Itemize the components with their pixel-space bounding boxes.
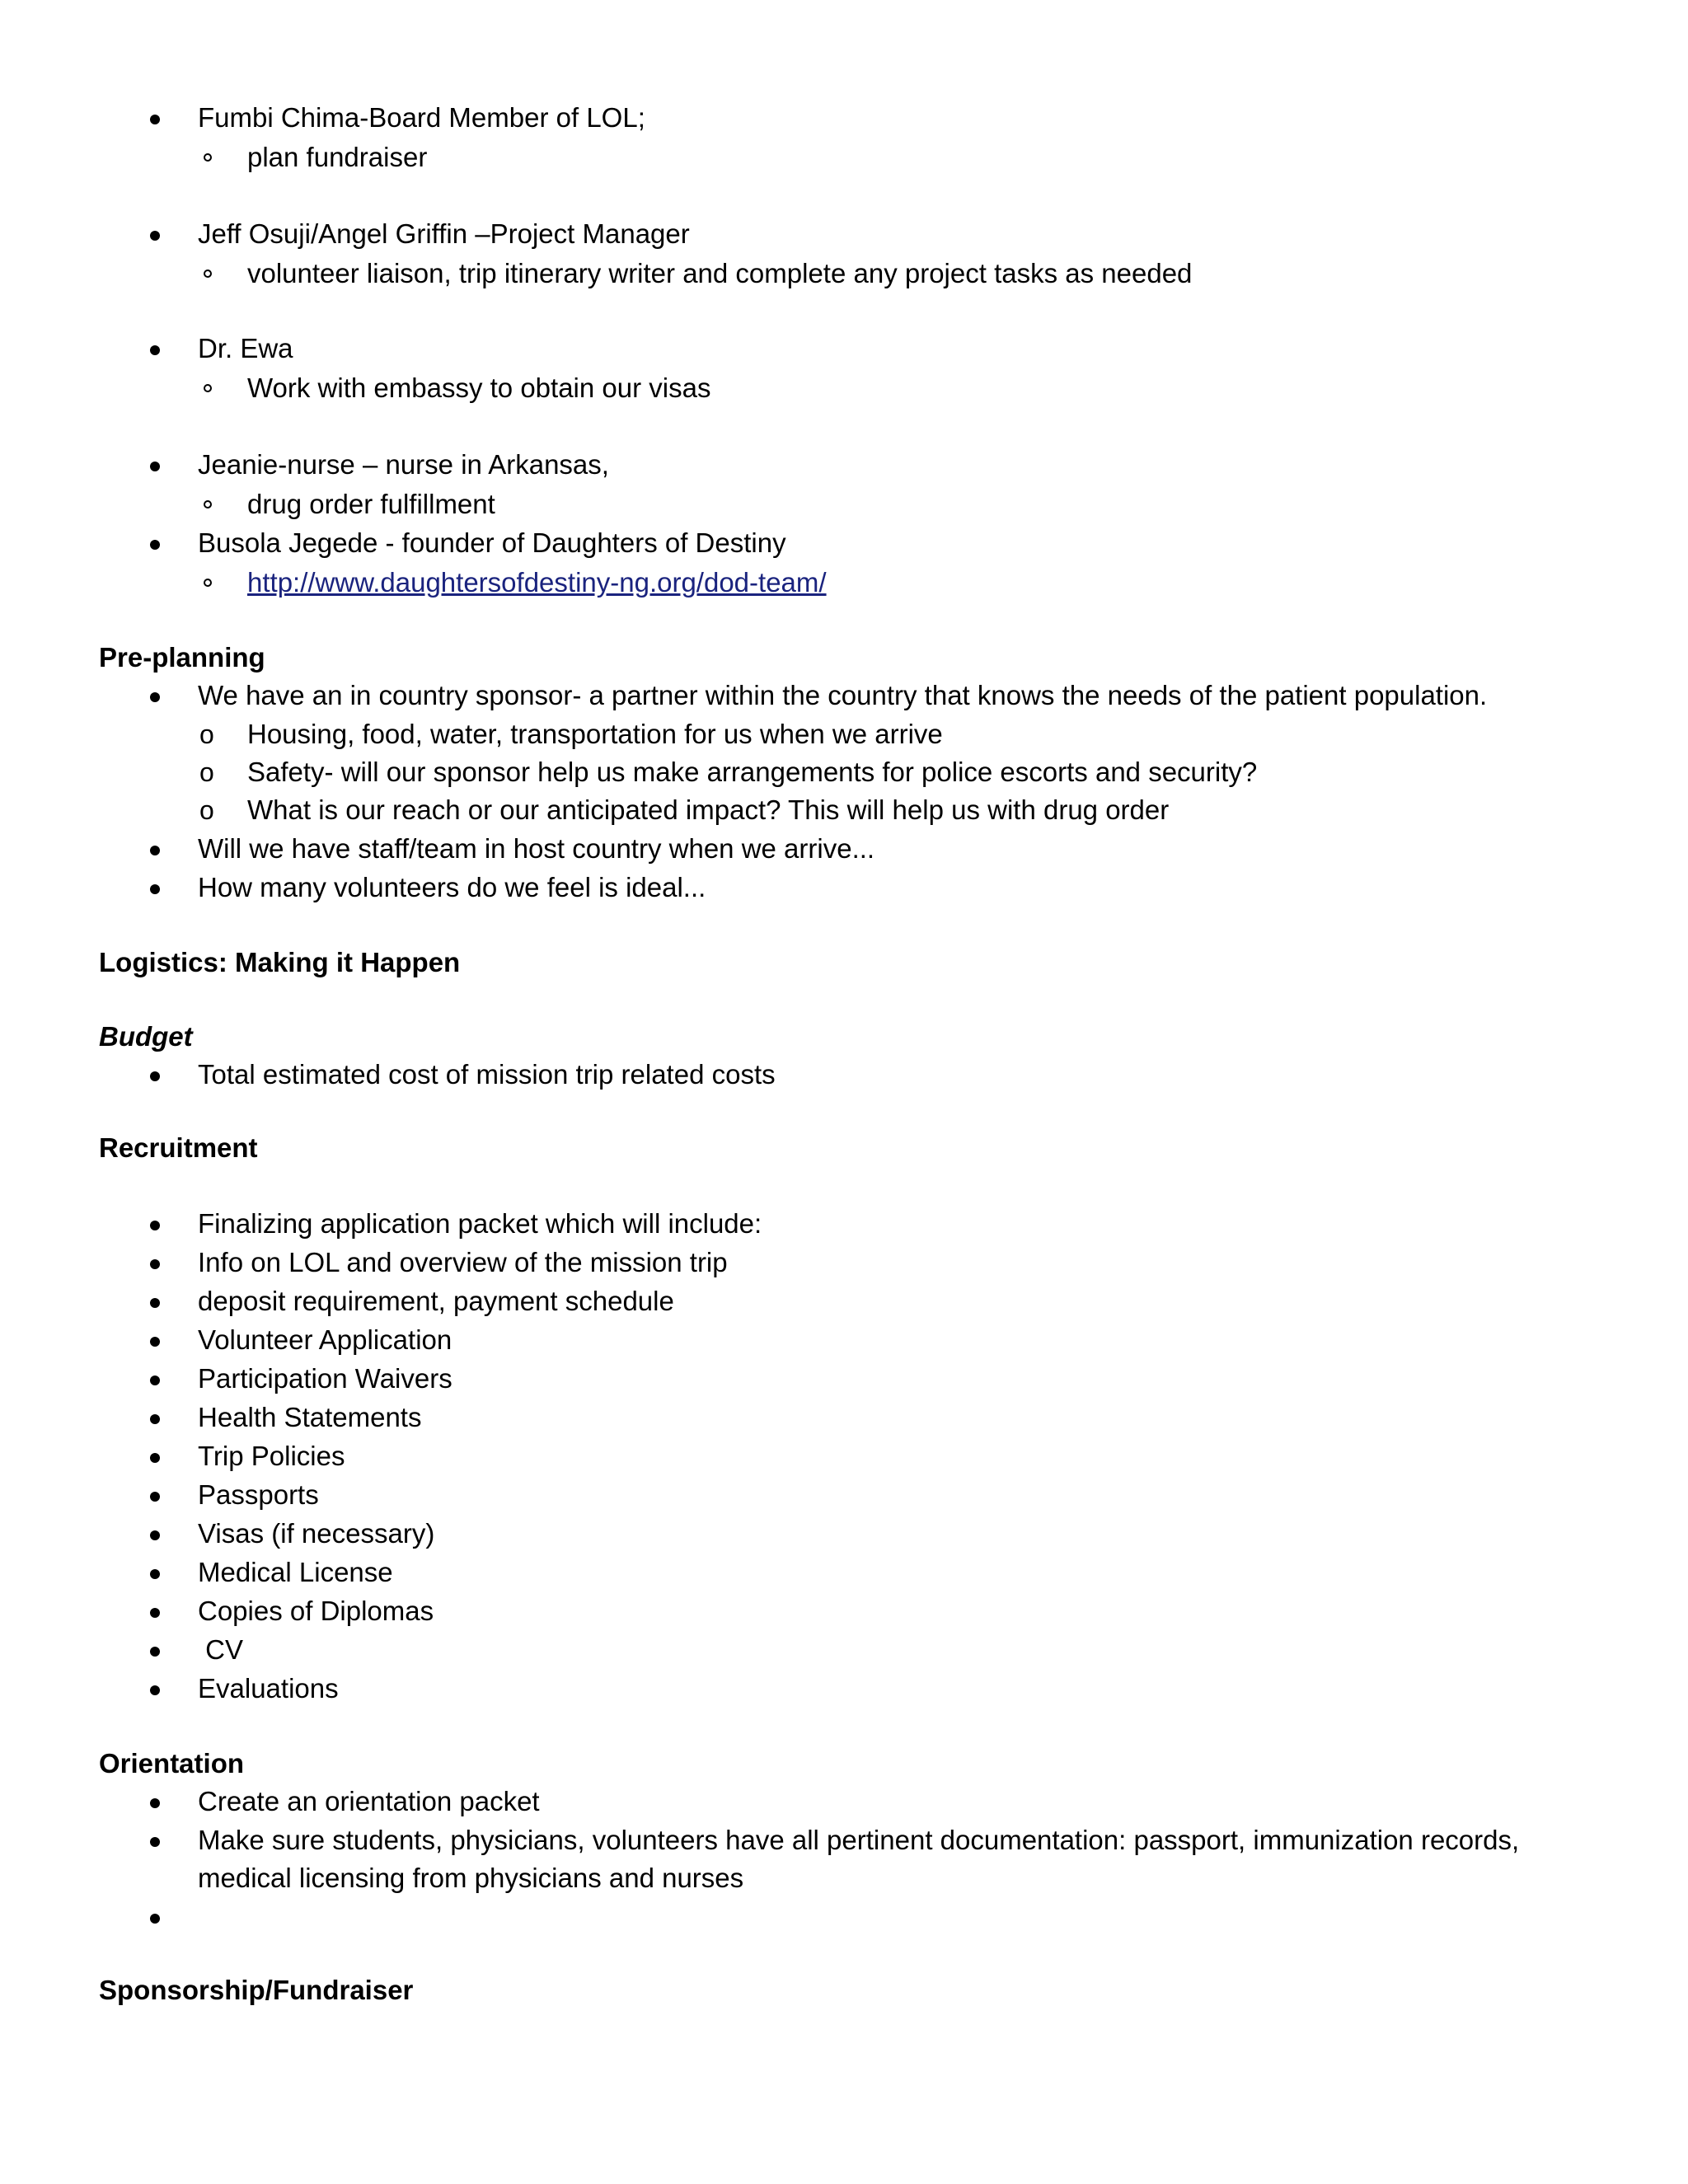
preplanning-item: Will we have staff/team in host country when we arrive...: [198, 833, 875, 864]
sub-bullet: [204, 153, 212, 162]
bullet: [150, 1414, 160, 1424]
budget-item: Total estimated cost of mission trip related costs: [198, 1059, 776, 1090]
sub-bullet: [204, 579, 212, 587]
preplanning-subitem: Housing, food, water, transportation for us when we arrive: [247, 719, 943, 749]
sub-bullet: o: [199, 795, 214, 825]
bullet: [150, 1376, 160, 1385]
bullet: [150, 462, 160, 471]
bullet: [150, 1569, 160, 1579]
bullet: [150, 1608, 160, 1618]
bullet: [150, 1798, 160, 1808]
bullet: [150, 1914, 160, 1924]
recruitment-item: Health Statements: [198, 1402, 422, 1432]
orientation-item: Make sure students, physicians, volunteers have all pertinent documentation: passport, immunization records,: [198, 1825, 1520, 1855]
sub-bullet: [204, 269, 212, 278]
preplanning-item: We have an in country sponsor- a partner within the country that knows the needs of the patient population.: [198, 680, 1488, 710]
recruitment-item: Info on LOL and overview of the mission trip: [198, 1247, 728, 1277]
recruitment-item: Visas (if necessary): [198, 1518, 435, 1549]
sub-bullet: o: [199, 719, 214, 749]
sub-bullet: [204, 500, 212, 509]
recruitment-item: Volunteer Application: [198, 1324, 452, 1355]
bullet: [150, 115, 160, 124]
dod-team-link[interactable]: http://www.daughtersofdestiny-ng.org/dod-team/: [247, 567, 827, 598]
recruitment-item: CV: [198, 1634, 244, 1665]
person-name: Jeanie-nurse – nurse in Arkansas,: [198, 449, 609, 480]
person-task: volunteer liaison, trip itinerary writer and complete any project tasks as needed: [247, 258, 1193, 288]
bullet: [150, 1530, 160, 1540]
recruitment-item: Passports: [198, 1479, 319, 1510]
bullet: [150, 1492, 160, 1502]
bullet: [150, 1837, 160, 1847]
recruitment-item: Evaluations: [198, 1673, 339, 1704]
recruitment-item: Participation Waivers: [198, 1363, 452, 1394]
bullet: [150, 846, 160, 855]
recruitment-heading: Recruitment: [99, 1132, 258, 1163]
dod-team-link-wrapper: [247, 564, 827, 602]
preplanning-subitem: What is our reach or our anticipated impact? This will help us with drug order: [247, 794, 1170, 825]
bullet: [150, 1453, 160, 1463]
recruitment-item: Copies of Diplomas: [198, 1596, 434, 1626]
logistics-heading: Logistics: Making it Happen: [99, 947, 461, 977]
person-name: Dr. Ewa: [198, 333, 293, 363]
bullet: [150, 1259, 160, 1269]
person-name: Jeff Osuji/Angel Griffin –Project Manager: [198, 218, 690, 249]
person-task: drug order fulfillment: [247, 489, 495, 519]
preplanning-item: How many volunteers do we feel is ideal...: [198, 872, 706, 902]
person-name: Fumbi Chima-Board Member of LOL;: [198, 102, 645, 133]
preplanning-subitem: Safety- will our sponsor help us make arrangements for police escorts and security?: [247, 757, 1258, 787]
recruitment-item: deposit requirement, payment schedule: [198, 1286, 674, 1316]
orientation-heading: Orientation: [99, 1748, 245, 1779]
recruitment-item: Trip Policies: [198, 1441, 345, 1471]
bullet: [150, 1071, 160, 1081]
sponsorship-heading: Sponsorship/Fundraiser: [99, 1975, 414, 2005]
bullet: [150, 1685, 160, 1695]
recruitment-item: Medical License: [198, 1557, 393, 1587]
sub-bullet: o: [199, 757, 214, 787]
bullet: [150, 1298, 160, 1308]
person-task: plan fundraiser: [247, 142, 428, 172]
bullet: [150, 231, 160, 241]
budget-heading: Budget: [99, 1021, 193, 1052]
bullet: [150, 1337, 160, 1347]
person-name: Busola Jegede - founder of Daughters of Destiny: [198, 527, 786, 558]
person-task: Work with embassy to obtain our visas: [247, 373, 711, 403]
bullet: [150, 1221, 160, 1230]
recruitment-item: Finalizing application packet which will include:: [198, 1208, 762, 1239]
bullet: [150, 540, 160, 550]
sub-bullet: [204, 384, 212, 392]
bullet: [150, 1647, 160, 1657]
orientation-item: Create an orientation packet: [198, 1786, 540, 1816]
bullet: [150, 692, 160, 702]
bullet: [150, 345, 160, 355]
preplanning-heading: Pre-planning: [99, 642, 265, 673]
bullet: [150, 884, 160, 894]
orientation-item-continued: medical licensing from physicians and nurses: [198, 1863, 744, 1893]
